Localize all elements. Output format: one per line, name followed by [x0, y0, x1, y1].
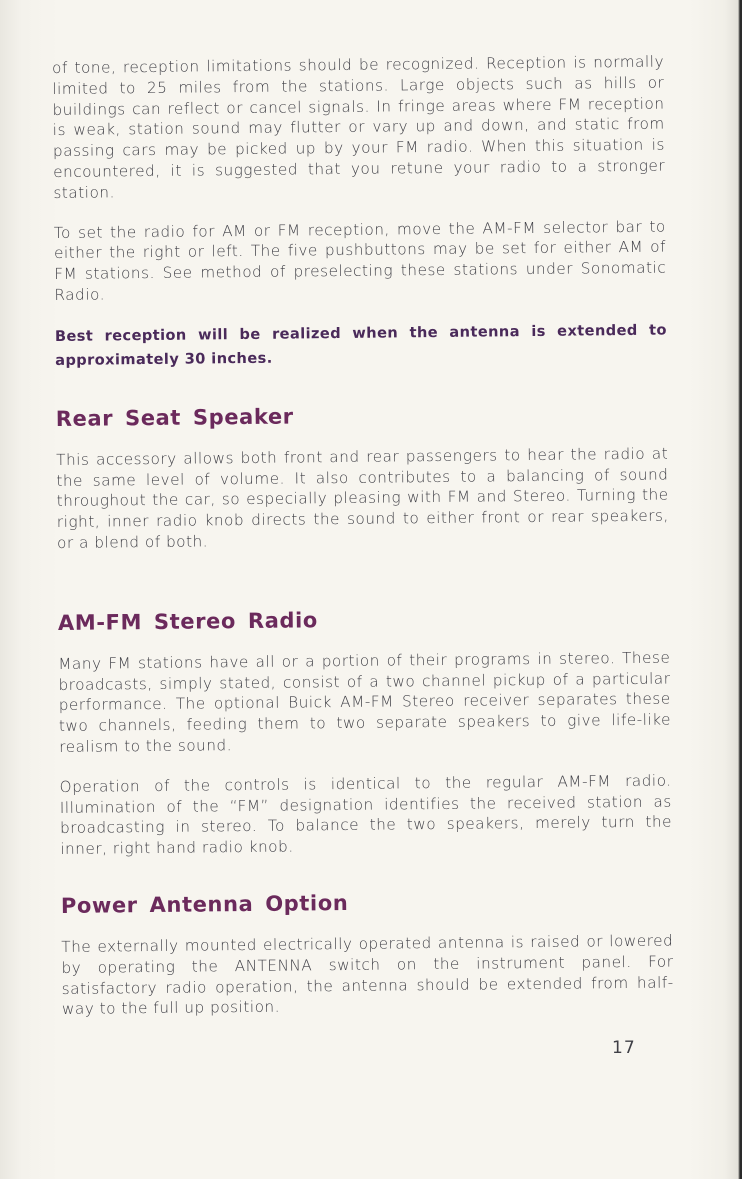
heading-am-fm-stereo-radio: AM-FM Stereo Radio	[57, 607, 318, 635]
paragraph-am-fm-selector: To set the radio for AM or FM reception, move the AM-FM selector bar to either the right or left. The five pushbuttons may be set for either AM of FM stations. See method of preselecting these stations under Sonomatic Radio.	[53, 217, 667, 304]
paragraph-reception-limitations: of tone, reception limitations should be recognized. Reception is normally limited to 25 miles from the stations. Large objects such as hills or buildings can reflect or cancel signals. In fringe areas where FM reception is weak, station sound may flutter or vary up and down, and static from passing cars may be picked up by your FM radio. When this situation is encountered, it is suggested that you retune your radio to a stronger station.	[52, 52, 666, 202]
heading-rear-seat-speaker: Rear Seat Speaker	[55, 404, 294, 431]
page-content	[52, 52, 674, 1020]
paragraph-power-antenna: The externally mounted electrically operated antenna is raised or lowered by operating the ANTENNA switch on the instrument panel. For satisfactory radio operation, the antenna should be extended from half-way to the full up position.	[61, 931, 674, 1019]
heading-power-antenna-option: Power Antenna Option	[60, 890, 349, 918]
page-number: 17	[612, 1038, 636, 1058]
paragraph-stereo-controls: Operation of the controls is identical to the regular AM-FM radio. Illumination of the “FM” designation identifies the received station as broadcasting in stereo. To balance the two speakers, merely turn the inner, right hand radio knob.	[59, 771, 673, 859]
paragraph-stereo-broadcasts: Many FM stations have all or a portion of their programs in stereo. These broadcasts, simply stated, consist of a two channel pickup of a particular performance. The optional Buick AM-FM Stereo receiver separates these two channels, feeding them to two separate speakers to give life-like realism to the sound.	[58, 648, 672, 756]
paragraph-best-reception-note: Best reception will be realized when the antenna is extended to approximately 30 inches.	[54, 321, 667, 369]
paragraph-rear-seat-speaker: This accessory allows both front and rear passengers to hear the radio at the same level of volume. It also contributes to a balancing of sound throughout the car, so especially pleasing with FM and Stereo. Turning the right, inner radio knob directs the sound to either front or rear speakers, or a blend of both.	[56, 444, 669, 552]
